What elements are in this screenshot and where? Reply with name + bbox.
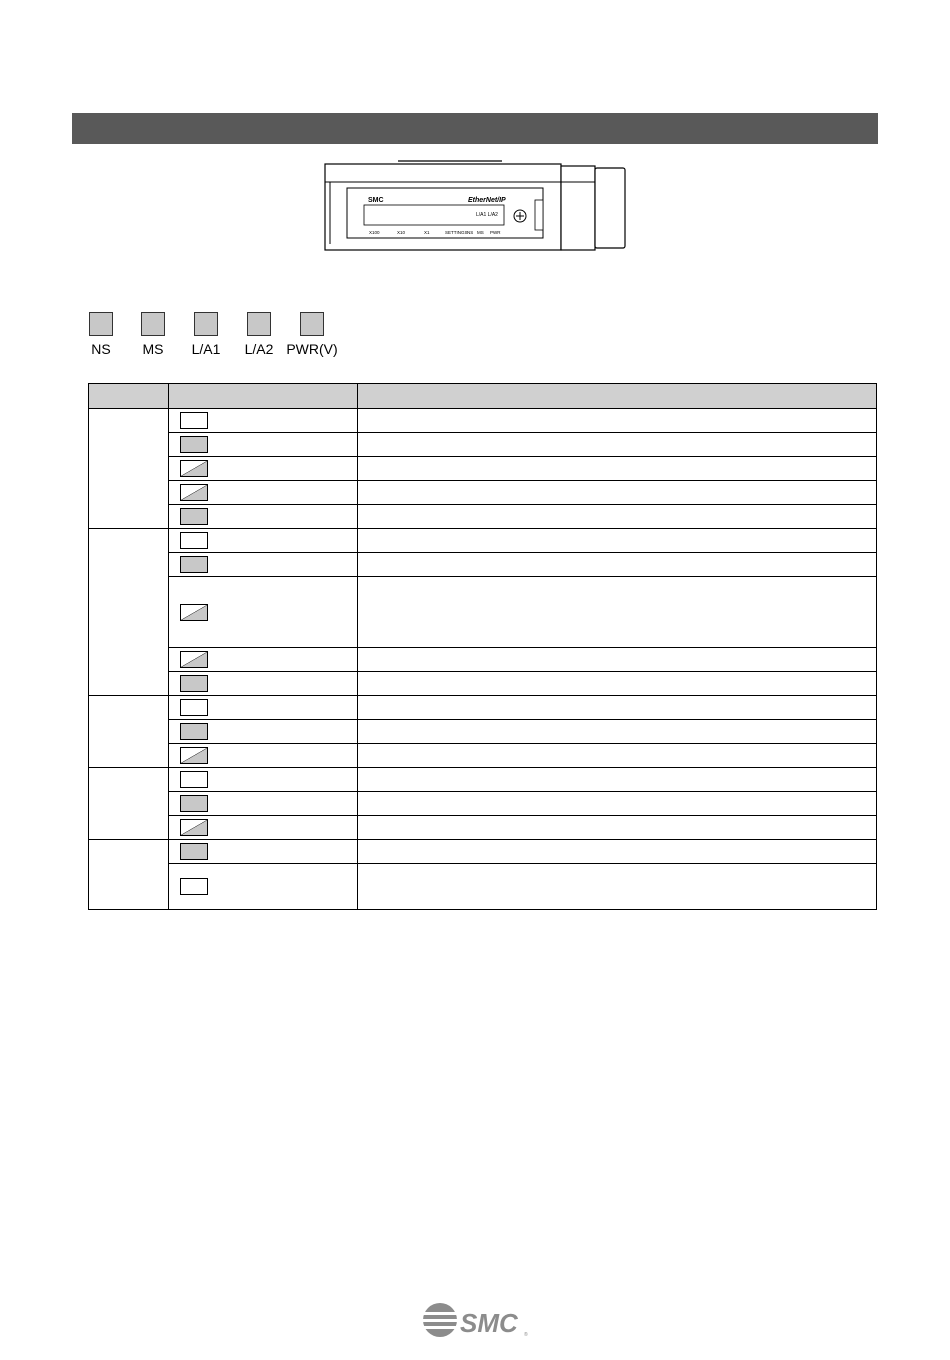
- led-indicator: [247, 312, 271, 336]
- led-group-cell: [89, 840, 169, 910]
- description-cell: [358, 577, 877, 648]
- table-row: [89, 744, 877, 768]
- led-state-flash-icon: [180, 819, 208, 836]
- description-cell: [358, 720, 877, 744]
- svg-text:NS: NS: [467, 230, 474, 235]
- led-label: MS: [142, 341, 164, 357]
- led-state-flash-icon: [180, 747, 208, 764]
- state-cell: [169, 768, 358, 792]
- svg-text:L/A1 L/A2: L/A1 L/A2: [476, 212, 498, 218]
- table-row: [89, 648, 877, 672]
- header-description: [358, 384, 877, 409]
- led-state-off-icon: [180, 771, 208, 788]
- table-row: [89, 481, 877, 505]
- led-indicator: [194, 312, 218, 336]
- svg-text:EtherNet/IP: EtherNet/IP: [468, 197, 506, 204]
- state-cell: [169, 553, 358, 577]
- svg-text:®: ®: [524, 1332, 528, 1338]
- state-cell: [169, 840, 358, 864]
- svg-text:X1: X1: [424, 230, 430, 235]
- led-state-flash-icon: [180, 484, 208, 501]
- svg-text:X10: X10: [397, 230, 406, 235]
- table-row: [89, 840, 877, 864]
- table-row: [89, 577, 877, 648]
- header-led: [89, 384, 169, 409]
- description-cell: [358, 553, 877, 577]
- globe-icon: [422, 1303, 458, 1337]
- description-cell: [358, 672, 877, 696]
- led-state-on-icon: [180, 843, 208, 860]
- led-state-flash-icon: [180, 460, 208, 477]
- description-cell: [358, 529, 877, 553]
- led-group-cell: [89, 409, 169, 529]
- description-cell: [358, 505, 877, 529]
- table-row: [89, 768, 877, 792]
- description-cell: [358, 744, 877, 768]
- led-la2: [236, 312, 282, 357]
- description-cell: [358, 840, 877, 864]
- description-cell: [358, 457, 877, 481]
- table-row: [89, 409, 877, 433]
- led-indicator: [300, 312, 324, 336]
- table-row: [89, 792, 877, 816]
- svg-text:X100: X100: [369, 230, 380, 235]
- description-cell: [358, 768, 877, 792]
- led-state-on-icon: [180, 675, 208, 692]
- table-row: [89, 720, 877, 744]
- table-row: [89, 672, 877, 696]
- state-cell: [169, 696, 358, 720]
- description-cell: [358, 864, 877, 910]
- led-label: PWR(V): [286, 341, 338, 357]
- state-cell: [169, 577, 358, 648]
- svg-text:SMC: SMC: [460, 1308, 518, 1338]
- table-row: [89, 864, 877, 910]
- table-header-row: [89, 384, 877, 409]
- table-row: [89, 696, 877, 720]
- state-cell: [169, 720, 358, 744]
- svg-text:MS: MS: [477, 230, 484, 235]
- smc-logo: [420, 1300, 530, 1342]
- led-state-off-icon: [180, 412, 208, 429]
- led-indicator: [141, 312, 165, 336]
- led-label: NS: [91, 341, 111, 357]
- led-group-cell: [89, 696, 169, 768]
- state-cell: [169, 816, 358, 840]
- led-state-off-icon: [180, 699, 208, 716]
- description-cell: [358, 433, 877, 457]
- device-front-illustration: [320, 158, 630, 254]
- description-cell: [358, 696, 877, 720]
- led-group-cell: [89, 529, 169, 696]
- state-cell: [169, 505, 358, 529]
- led-pwr: [282, 312, 342, 357]
- state-cell: [169, 481, 358, 505]
- table-row: [89, 816, 877, 840]
- state-cell: [169, 792, 358, 816]
- led-la1: [183, 312, 229, 357]
- svg-text:SMC: SMC: [368, 197, 384, 204]
- led-group-cell: [89, 768, 169, 840]
- svg-text:PWR: PWR: [490, 230, 501, 235]
- table-row: [89, 529, 877, 553]
- state-cell: [169, 864, 358, 910]
- led-indicator: [89, 312, 113, 336]
- table-row: [89, 505, 877, 529]
- header-state: [169, 384, 358, 409]
- state-cell: [169, 529, 358, 553]
- table-row: [89, 457, 877, 481]
- led-label: L/A2: [244, 341, 274, 357]
- state-cell: [169, 433, 358, 457]
- led-state-off-icon: [180, 878, 208, 895]
- description-cell: [358, 481, 877, 505]
- led-ns: [78, 312, 124, 357]
- led-status-table: [88, 383, 877, 910]
- led-label: L/A1: [191, 341, 221, 357]
- led-state-on-icon: [180, 795, 208, 812]
- state-cell: [169, 648, 358, 672]
- led-state-off-icon: [180, 532, 208, 549]
- table-row: [89, 553, 877, 577]
- table-row: [89, 433, 877, 457]
- description-cell: [358, 409, 877, 433]
- state-cell: [169, 457, 358, 481]
- led-state-on-icon: [180, 723, 208, 740]
- led-state-flash-icon: [180, 651, 208, 668]
- state-cell: [169, 409, 358, 433]
- led-state-on-icon: [180, 436, 208, 453]
- led-ms: [130, 312, 176, 357]
- description-cell: [358, 816, 877, 840]
- led-state-on-icon: [180, 556, 208, 573]
- led-state-flash-icon: [180, 604, 208, 621]
- state-cell: [169, 672, 358, 696]
- state-cell: [169, 744, 358, 768]
- led-state-on-icon: [180, 508, 208, 525]
- description-cell: [358, 792, 877, 816]
- section-title-bar: [72, 113, 878, 144]
- svg-text:SETTINGS: SETTINGS: [445, 230, 468, 235]
- table-body: [89, 409, 877, 910]
- description-cell: [358, 648, 877, 672]
